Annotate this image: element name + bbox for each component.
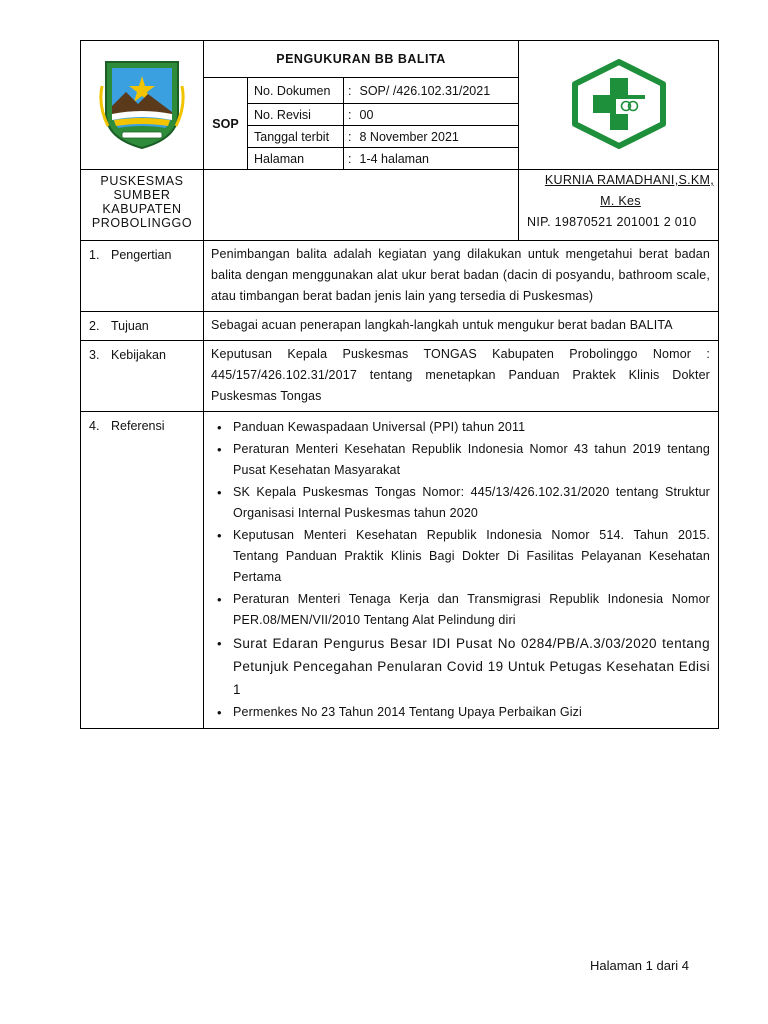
section-label-kebijakan: 3. Kebijakan	[81, 341, 204, 412]
reference-item: • Surat Edaran Pengurus Besar IDI Pusat No 0284/PB/A.3/03/2020 tentang Petunjuk Pencegahan Penularan Covid 19 Untuk Petugas Kesehatan Edisi 1	[211, 632, 710, 701]
organization-name: PUSKESMAS SUMBER KABUPATEN PROBOLINGGO	[81, 170, 204, 241]
signatory-degree: M. Kes	[600, 194, 641, 208]
meta-value-issue-date: 8 November 2021	[356, 126, 519, 148]
reference-item: • Panduan Kewaspadaan Universal (PPI) tahun 2011	[211, 417, 710, 438]
puskesmas-logo-icon	[570, 59, 668, 149]
section-label-referensi: 4. Referensi	[81, 412, 204, 729]
section-label-tujuan: 2. Tujuan	[81, 312, 204, 341]
reference-item: • Keputusan Menteri Kesehatan Republik Indonesia Nomor 514. Tahun 2015. Tentang Panduan Praktik Klinis Bagi Dokter Di Fasilitas Pelayanan Kesehatan Pertama	[211, 525, 710, 588]
document-title: PENGUKURAN BB BALITA	[204, 41, 519, 78]
meta-key-issue-date: Tanggal terbit	[248, 126, 344, 148]
sop-document-table	[80, 40, 719, 729]
section-label-pengertian: 1. Pengertian	[81, 241, 204, 312]
blank-cell	[204, 170, 519, 241]
regency-emblem-cell	[81, 41, 204, 170]
reference-item: • Permenkes No 23 Tahun 2014 Tentang Upaya Perbaikan Gizi	[211, 702, 710, 723]
meta-value-pages: 1-4 halaman	[356, 148, 519, 170]
meta-sep: :	[344, 78, 356, 104]
reference-item: • Peraturan Menteri Tenaga Kerja dan Transmigrasi Republik Indonesia Nomor PER.08/MEN/VII/2010 Tentang Alat Pelindung diri	[211, 589, 710, 631]
meta-sep: :	[344, 148, 356, 170]
section-text-pengertian: Penimbangan balita adalah kegiatan yang dilakukan untuk mengetahui berat badan balita dengan menggunakan alat ukur berat badan (dacin di posyandu, bathroom scale, atau timbangan berat badan jenis lain yang tersedia di Puskesmas)	[204, 241, 719, 312]
meta-sep: :	[344, 126, 356, 148]
section-text-tujuan: Sebagai acuan penerapan langkah-langkah untuk mengukur berat badan BALITA	[204, 312, 719, 341]
meta-key-revision: No. Revisi	[248, 104, 344, 126]
meta-key-document-number: No. Dokumen	[248, 78, 344, 104]
meta-sep: :	[344, 104, 356, 126]
section-list-referensi	[204, 412, 719, 729]
page-number-footer: Halaman 1 dari 4	[590, 958, 689, 973]
regency-emblem-icon	[98, 56, 186, 152]
signatory-block	[519, 170, 719, 241]
sop-label: SOP	[204, 78, 248, 170]
meta-value-document-number: SOP/ /426.102.31/2021	[356, 78, 519, 104]
section-text-kebijakan: Keputusan Kepala Puskesmas TONGAS Kabupaten Probolinggo Nomor : 445/157/426.102.31/2017 tentang menetapkan Panduan Praktek Klinis Dokter Puskesmas Tongas	[204, 341, 719, 412]
puskesmas-logo-cell	[519, 41, 719, 170]
signatory-name: KURNIA RAMADHANI,S.KM,	[544, 173, 714, 187]
meta-value-revision: 00	[356, 104, 519, 126]
reference-item: • SK Kepala Puskesmas Tongas Nomor: 445/13/426.102.31/2020 tentang Struktur Organisasi Internal Puskesmas tahun 2020	[211, 482, 710, 524]
signatory-nip: NIP. 19870521 201001 2 010	[527, 215, 697, 229]
reference-item: • Peraturan Menteri Kesehatan Republik Indonesia Nomor 43 tahun 2019 tentang Pusat Kesehatan Masyarakat	[211, 439, 710, 481]
reference-list	[211, 415, 710, 723]
meta-key-pages: Halaman	[248, 148, 344, 170]
